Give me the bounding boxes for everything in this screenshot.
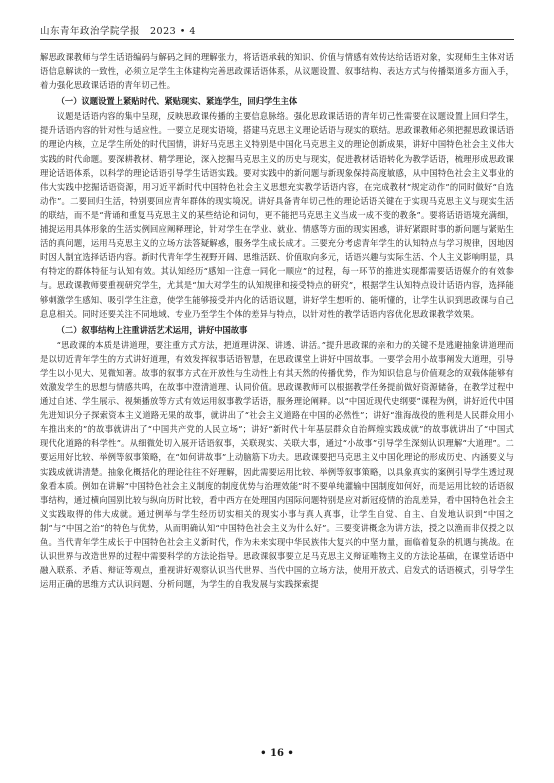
section-heading-2: （二）叙事结构上注重讲活艺术运用，讲好中国故事 [56, 324, 248, 335]
paragraph-agenda-setting: 议题是话语内容的集中呈现，反映思政课传播的主要信息脉络。强化思政课话语的青年切己性需要在议题设置上回归学生，提升话语内容的针对性与适应性。一要立足现实语境，搭建马克思主义理论话语与现实的联结。思政课教师必须把握思政课话语的理论内核，立足学生所处的时代国情，讲好马克思主义特别是中国化马克思主义的理论创新成果，讲好中国特色社会主义伟大实践的时代命题。要深耕教材、精学理论，深入挖掘马克思主义的历史与现实，促进教材话语转化为教学话语，梳理形成思政课理论话语体系，以科学的理论话语引导学生话语实践。要对实践中的新问题与新现象保持高度敏感，从中国特色社会主义事业的伟大实践中挖掘话语资源，用习近平新时代中国特色社会主义思想充实教学话语内容，在完成教材“规定动作”的同时做好“自选动作”。二要回归生活，特别要回应青年群体的现实境况。讲好具备青年切己性的理论话语关键在于实现马克思主义与现实生活的联结，而不是“背诵和重复马克思主义的某些结论和词句，更不能把马克思主义当成一成不变的教条”。要将话语语境充满细，捕捉运用具体形象的生活实例回应阐释理论，针对学生在学业、就业、情感等方面的现实困惑，讲好紧跟时事的新问题与紧贴生活的真问题，运用马克思主义的立场方法答疑解惑，服务学生成长成才。三要充分考虑青年学生的认知特点与学习规律，因地因时因人制宜选择话语内容。新时代青年学生视野开阔、思维活跃、价值取向多元，话语兴趣与实际生活、个人主义影响明显，具有特定的群体特征与认知有效。其认知经历“感知一注意一同化一顺应”的过程，每一环节的推进实现都需要话语媒介的有效参与。思政课教师要重视研究学生，尤其是“加大对学生的认知规律和接受特点的研究”，根据学生认知特点设计话语内容，选择能够刺激学生感知、吸引学生注意，使学生能够接受并内化的话语议题，讲好学生想听的、能听懂的，让学生认识到思政课与自己息息相关。同时还要关注不同地域、专业乃至学生个体的差异与特点，以针对性的教学话语内容优化思政课教学效果。 [40, 111, 514, 319]
running-header [40, 20, 514, 40]
journal-title: 山东青年政治学院学报 [40, 26, 141, 37]
section-heading-1: （一）议题设置上紧贴时代、紧贴现实、紧连学生，回归学生主体 [56, 96, 298, 107]
article-body [40, 50, 514, 731]
page-number: • 16 • [260, 748, 294, 759]
paragraph-continuation: 解思政课教师与学生话语编码与解码之间的理解张力，将话语承载的知识、价值与情感有效传达给话语对象，实现师生主体对话语信息解读的一致性，必须立足学生主体建构完善思政课话语体系，从议题设置、叙事结构、表达方式与传播渠道多方面入手，着力强化思政课话语的青年切己性。 [40, 52, 514, 91]
issue-number: 2023 • 4 [150, 26, 196, 37]
paragraph-narrative-structure: “思政课的本质是讲道理，要注重方式方法，把道理讲深、讲透、讲活。”提升思政课的亲和力的关键不是逃避抽象讲道理而是以切近青年学生的方式讲好道理，有效发挥叙事话语智慧，在思政课堂上讲好中国故事。一要学会用小故事阐发大道理，引导学生以小见大、见微知著。故事的叙事方式在开放性与生动性上有其天然的传播优势，作为知识信息与价值观念的双载体能够有效激发学生的思想与情感共鸣，在故事中澄清道理、认同价值。思政课教师可以根据教学任务提前做好资源储备，在教学过程中通过自述、学生展示、视频播放等方式有效运用叙事教学话语，服务理论阐释。以“中国近现代史纲要”课程为例，讲好近代中国先进知识分子探索资本主义道路无果的故事，就讲出了“社会主义道路在中国的必然性”；讲好“淮海战役的胜利是人民群众用小车推出来的”的故事就讲出了“中国共产党的人民立场”；讲好“新时代十年基层群众自治辉煌实践成就”的故事就讲出了“中国式现代化道路的科学性”。从细微处切入展开话语叙事，关联现实、关联大事，通过“小故事”引导学生深刻认识理解“大道理”。二要运用好比较、举例等叙事策略，在“如何讲故事”上动脑筋下功夫。思政课要把马克思主义中国化理论的形成历史、内涵要义与实践成就讲清楚。抽象化概括化的理论往往不好理解，因此需要运用比较、举例等叙事策略，以具象真实的案例引导学生透过现象看本质。例如在讲解“中国特色社会主义制度的制度优势与治理效能”时不要单纯灌输中国制度如何好，而是运用比较的话语叙事结构，通过横向国别比较与纵向历时比较，看中西方在处理国内国际问题特别是应对新冠疫情的治乱差异，看中国特色社会主义实践取得的伟大成就。通过例举与学生经历切实相关的现实小事与真人真事，让学生自觉、自主、自发地认识到“中国之制”与“中国之治”的特色与优势，从而明确认知“中国特色社会主义为什么好”。三要变讲概念为讲方法，授之以渔而非仅授之以鱼。当代青年学生成长于中国特色社会主义新时代，作为未来实现中华民族伟大复兴的中坚力量，面临着复杂的机遇与挑战。在认识世界与改造世界的过程中需要科学的方法论指导。思政课叙事要立足马克思主义辩证唯物主义的方法论基础，在课堂话语中融入联系、矛盾、辩证等观点，重视讲好观察认识当代世界、当代中国的立场方法，使用开放式、启发式的话语模式，引导学生运用正确的思维方式认识问题、分析问题，为学生的自我发展与实践探索提 [40, 339, 514, 590]
